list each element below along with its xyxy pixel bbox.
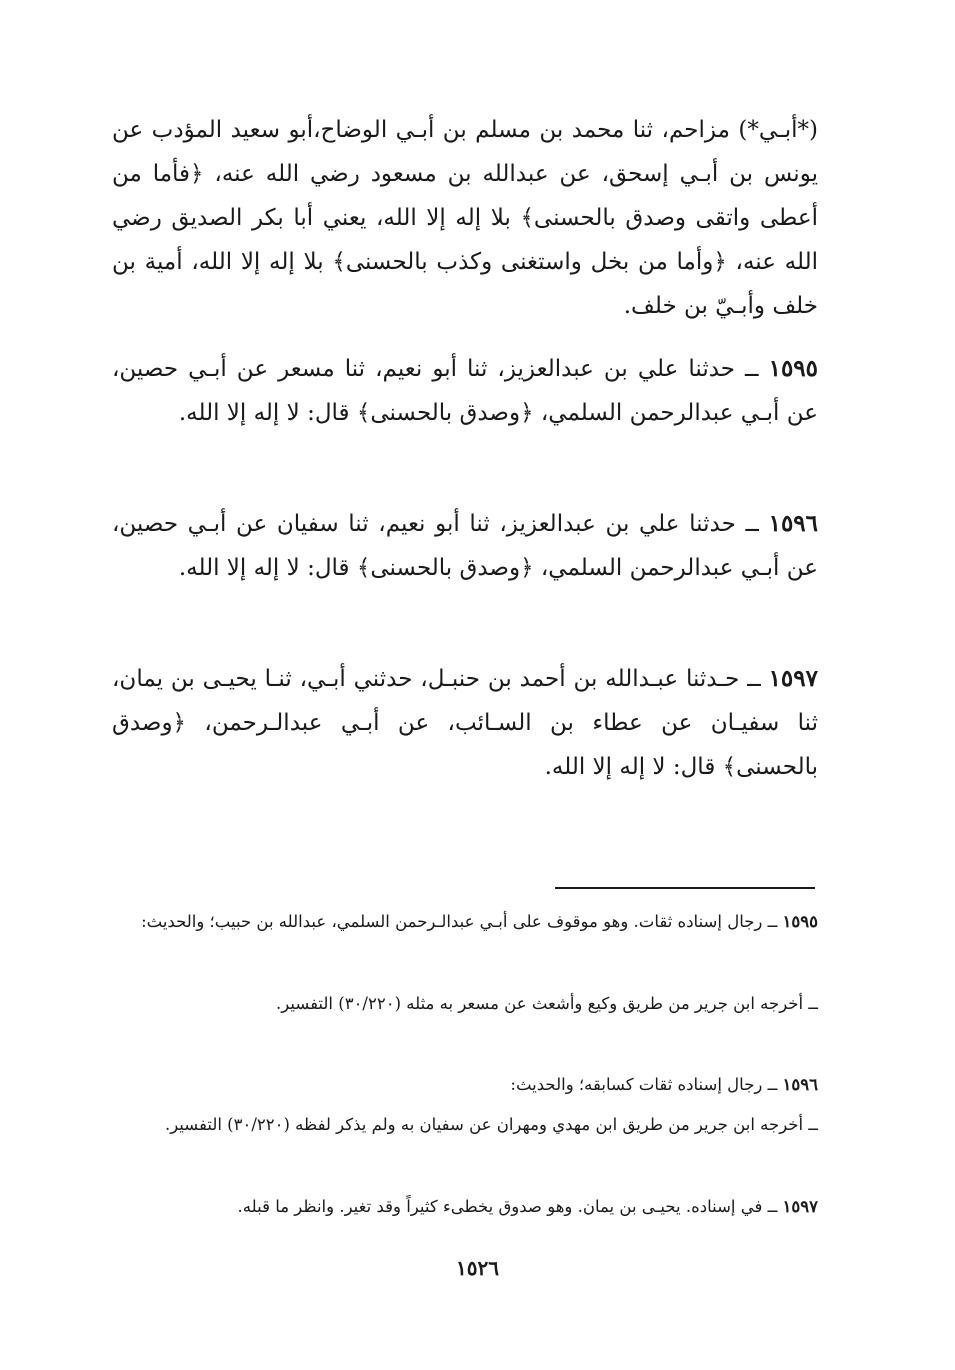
hadith-number: ١٥٩٦ — [768, 510, 819, 537]
footnote-1597 — [112, 1190, 818, 1223]
footnote-text: ــ أخرجه ابن جرير من طريق ابن مهدي ومهران عن سفيان به ولم يذكر لفظه (٣٠/٢٢٠) التفسير. — [164, 1115, 818, 1134]
footnote-number: ١٥٩٧ — [782, 1197, 818, 1216]
hadith-number: ١٥٩٥ — [768, 355, 819, 382]
hadith-number: ١٥٩٧ — [768, 665, 818, 692]
footnote-number: ١٥٩٦ — [782, 1075, 818, 1094]
intro-text: (*أبـي*) مزاحم، ثنا محمد بن مسلم بن أبـي الوضاح،أبو سعيد المؤدب عن يونس بن أبـي إسحق، عن عبدالله بن مسعود رضي الله عنه، ﴿فأما من أعطى واتقى وصدق بالحسنى﴾ بلا إله إلا الله، يعني أبا بكر الصديق رضي الله عنه، ﴿وأما من بخل واستغنى وكذب بالحسنى﴾ بلا إله إلا الله، أمية بن خلف وأبـيّ بن خلف. — [112, 117, 818, 319]
hadith-text: ــ حدثنا علي بن عبدالعزيز، ثنا أبو نعيم، ثنا سفيان عن أبـي حصين، عن أبـي عبدالرحمن السلمي، ﴿وصدق بالحسنى﴾ قال: لا إله إلا الله. — [112, 511, 818, 581]
footnote-1595-takhrij — [112, 987, 818, 1020]
footnote-number: ١٥٩٥ — [782, 912, 818, 931]
footnote-text: ــ رجال إسناده ثقات كسابقه؛ والحديث: — [510, 1075, 778, 1094]
hadith-1596 — [112, 502, 818, 590]
footnote-1596-takhrij — [112, 1108, 818, 1141]
hadith-text: ــ حـدثنا عبـدالله بن أحمد بن حنبـل، حدثني أبـي، ثنـا يحيـى بن يمان، ثنا سفيـان عن عطاء بن السـائب، عن أبـي عبدالـرحمن، ﴿وصدق بالحسنى﴾ قال: لا إله إلا الله. — [112, 666, 818, 780]
page-number: ١٥٢٦ — [456, 1256, 499, 1280]
paragraph-intro — [112, 108, 818, 328]
footnote-text: ــ أخرجه ابن جرير من طريق وكيع وأشعث عن مسعر به مثله (٣٠/٢٢٠) التفسير. — [276, 994, 818, 1013]
hadith-1595 — [112, 347, 818, 435]
footnote-1595 — [112, 905, 818, 938]
hadith-text: ــ حدثنا علي بن عبدالعزيز، ثنا أبو نعيم، ثنا مسعر عن أبـي حصين، عن أبـي عبدالرحمن السلمي، ﴿وصدق بالحسنى﴾ قال: لا إله إلا الله. — [112, 356, 818, 426]
hadith-1597 — [112, 657, 818, 789]
footnote-text: ــ في إسناده. يحيـى بن يمان. وهو صدوق يخطىء كثيراً وقد تغير. وانظر ما قبله. — [237, 1197, 778, 1216]
footnote-1596 — [112, 1068, 818, 1101]
footnote-separator — [555, 887, 815, 889]
footnote-text: ــ رجال إسناده ثقات. وهو موقوف على أبـي عبدالـرحمن السلمي، عبدالله بن حبيب؛ والحديث: — [141, 912, 778, 931]
